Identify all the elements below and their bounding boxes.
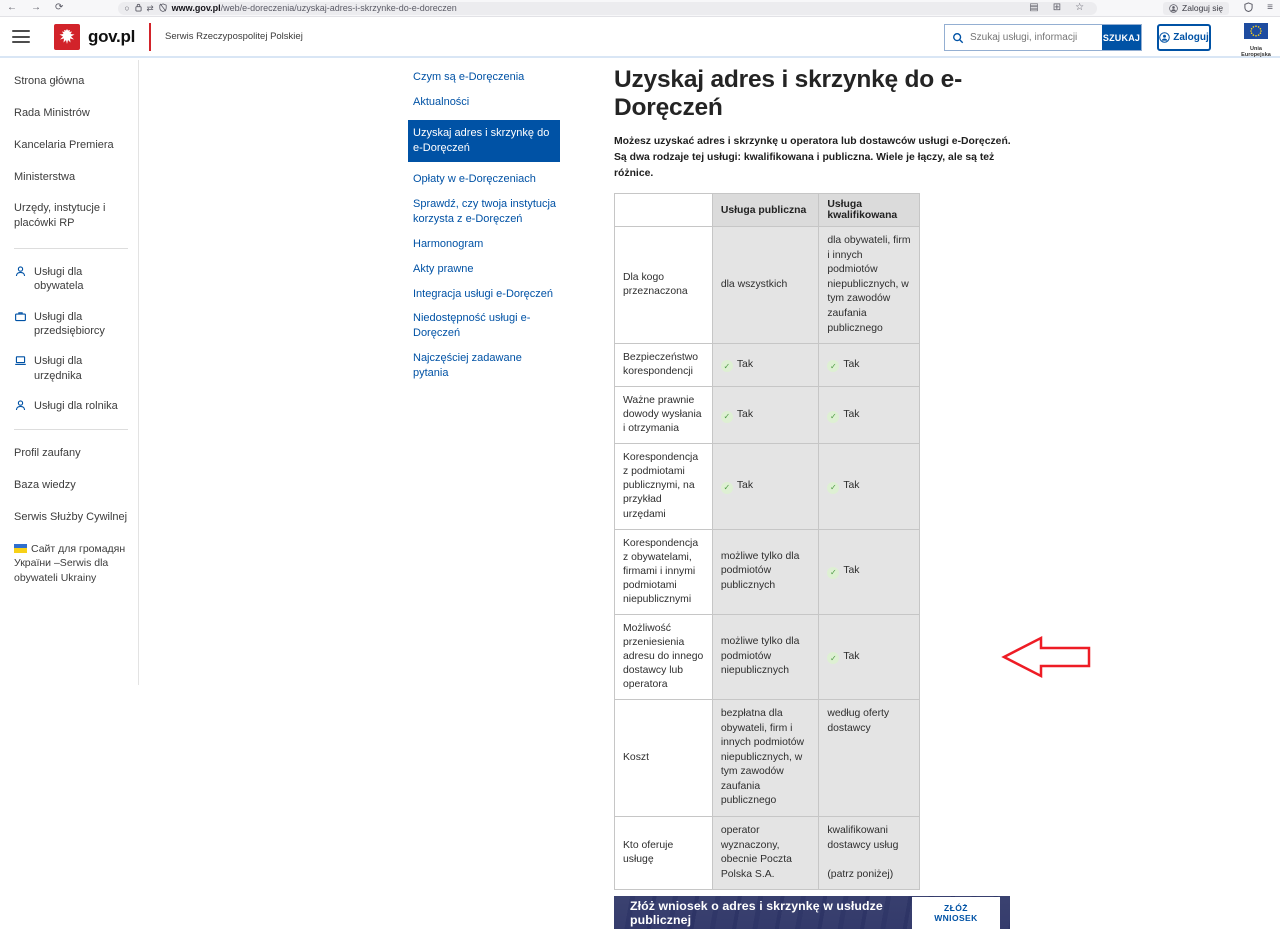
- shield-off-icon[interactable]: [159, 3, 167, 14]
- check-icon: [827, 652, 839, 664]
- col-header-public: Usługa publiczna: [712, 194, 818, 227]
- cell-value: możliwe tylko dla podmiotów niepublicznych: [720, 636, 800, 677]
- nav-item-oplaty[interactable]: Opłaty w e-Doręczeniach: [413, 173, 536, 186]
- cell-value: Tak: [736, 358, 754, 370]
- nav-item-harmonogram[interactable]: Harmonogram: [413, 237, 484, 250]
- table-row: [615, 387, 920, 444]
- cell-value: Tak: [843, 480, 860, 492]
- cell-value: Tak: [843, 565, 860, 577]
- section-nav: [408, 70, 560, 391]
- url-path: /web/e-doreczenia/uzyskaj-adres-i-skrzynke-do-e-doreczen: [220, 3, 457, 13]
- sidebar-item-label: Usługi dla przedsiębiorcy: [34, 310, 105, 337]
- cell-value: kwalifikowani dostawcy usług (patrz poniżej): [827, 824, 899, 880]
- person-icon: [14, 399, 27, 412]
- nav-item-pytania[interactable]: Najczęściej zadawane pytania: [413, 352, 522, 379]
- table-row: [615, 614, 920, 699]
- table-row: [615, 227, 920, 344]
- laptop-icon: [14, 354, 27, 367]
- page-title: Uzyskaj adres i skrzynkę do e-Doręczeń: [614, 66, 963, 122]
- nav-item-uzyskaj-adres[interactable]: Uzyskaj adres i skrzynkę do e-Doręczeń: [408, 120, 560, 163]
- search-input[interactable]: [966, 25, 1102, 50]
- sidebar-item-label: Usługi dla obywatela: [34, 266, 84, 293]
- row-label: Korespondencja z obywatelami, firmami i innymi podmiotami niepublicznymi: [615, 529, 713, 614]
- sidebar-item-ministerstwa[interactable]: Ministerstwa: [14, 170, 76, 183]
- sidebar-item-strona-glowna[interactable]: Strona główna: [14, 75, 85, 87]
- search-box: [944, 24, 1142, 51]
- browser-menu-icon[interactable]: ≡: [1267, 2, 1273, 13]
- sidebar-divider: [14, 248, 128, 249]
- site-info-icon[interactable]: ○: [124, 2, 130, 13]
- lock-icon: [135, 3, 142, 14]
- search-button[interactable]: SZUKAJ: [1102, 25, 1141, 50]
- briefcase-icon: [14, 310, 27, 323]
- sidebar-item-uslugi-rolnika[interactable]: [14, 399, 128, 413]
- check-icon: [721, 360, 733, 372]
- forward-icon[interactable]: →: [31, 2, 41, 13]
- cell-value: operator wyznaczony, obecnie Poczta Polska S.A.: [720, 824, 792, 880]
- url-host: www.gov.pl: [171, 3, 221, 13]
- logo-divider: [149, 23, 151, 51]
- reload-icon[interactable]: ⟳: [55, 2, 64, 13]
- nav-item-sprawdz-instytucja[interactable]: Sprawdź, czy twoja instytucja korzysta z e-Doręczeń: [413, 198, 557, 226]
- cell-value: dla obywateli, firm i innych podmiotów niepublicznych, w tym zawodów zaufania publicznego: [827, 235, 911, 334]
- sidebar-item-label: Usługi dla urzędnika: [34, 355, 83, 382]
- login-label: Zaloguj: [1173, 32, 1209, 43]
- browser-signin-button[interactable]: [1163, 2, 1229, 15]
- swap-icon[interactable]: ⇄: [146, 2, 154, 13]
- nav-item-integracja[interactable]: Integracja usługi e-Doręczeń: [413, 287, 554, 300]
- site-tagline: Serwis Rzeczypospolitej Polskiej: [165, 31, 303, 42]
- row-label: Kto oferuje usługę: [615, 816, 713, 889]
- sidebar-item-uslugi-obywatela[interactable]: [14, 265, 128, 294]
- browser-signin-label: Zaloguj się: [1182, 3, 1224, 13]
- eu-flag-icon: [1244, 23, 1268, 39]
- table-corner-cell: [615, 194, 713, 227]
- cell-value: według oferty dostawcy: [827, 708, 890, 734]
- table-row: [615, 344, 920, 387]
- sidebar-item-rada-ministrow[interactable]: Rada Ministrów: [14, 106, 90, 119]
- annotation-arrow-icon: [1001, 633, 1093, 683]
- sidebar-item-label: Сайт для громадян України –Serwis dla obywateli Ukrainy: [14, 542, 126, 585]
- sidebar-item-uslugi-urzednika[interactable]: [14, 354, 128, 383]
- table-header-row: [615, 194, 920, 227]
- zoom-page-icon[interactable]: ⊞: [1052, 2, 1062, 13]
- row-label: Koszt: [615, 700, 713, 817]
- row-label: Możliwość przeniesienia adresu do innego dostawcy lub operatora: [615, 614, 713, 699]
- cell-value: Tak: [736, 480, 754, 492]
- check-icon: [827, 411, 839, 423]
- table-row: [615, 444, 920, 529]
- sidebar-item-label: Usługi dla rolnika: [34, 399, 118, 412]
- account-icon: [1169, 4, 1178, 13]
- eagle-icon: [57, 27, 77, 47]
- nav-item-czym-sa[interactable]: Czym są e-Doręczenia: [413, 71, 525, 83]
- reader-mode-icon[interactable]: ▤: [1029, 2, 1039, 13]
- cell-value: bezpłatna dla obywateli, firm i innych podmiotów niepublicznych, w tym zawodów zaufania publicznego: [720, 708, 805, 807]
- cell-value: Tak: [736, 408, 754, 420]
- cell-value: Tak: [843, 408, 860, 420]
- sidebar-item-baza-wiedzy[interactable]: Baza wiedzy: [14, 478, 76, 491]
- login-user-icon: [1159, 32, 1170, 43]
- banner-text: Złóż wniosek o adres i skrzynkę w usłudze publicznej: [630, 898, 883, 927]
- cell-value: Tak: [843, 358, 860, 370]
- main-content: [614, 58, 1016, 929]
- nav-item-niedostepnosc[interactable]: Niedostępność usługi e-Doręczeń: [413, 312, 531, 340]
- eu-label: Unia Europejska: [1241, 46, 1271, 58]
- bookmark-star-icon[interactable]: ☆: [1075, 2, 1085, 13]
- nav-item-aktualnosci[interactable]: Aktualności: [413, 95, 470, 108]
- row-label: Bezpieczeństwo korespondencji: [615, 344, 713, 387]
- address-bar[interactable]: [118, 2, 1097, 15]
- sidebar-item-profil-zaufany[interactable]: Profil zaufany: [14, 447, 81, 460]
- apply-button[interactable]: ZŁÓŻ WNIOSEK: [912, 897, 1000, 929]
- row-label: Ważne prawnie dowody wysłania i otrzymania: [615, 387, 713, 444]
- cell-value: dla wszystkich: [720, 278, 788, 290]
- extension-icon[interactable]: [1237, 2, 1260, 15]
- row-label: Dla kogo przeznaczona: [615, 227, 713, 344]
- person-icon: [14, 265, 27, 278]
- cell-value: Tak: [843, 650, 860, 662]
- sidebar-item-ukraina[interactable]: [14, 542, 128, 586]
- check-icon: [827, 567, 839, 579]
- sidebar-item-urzedy-instytucje[interactable]: Urzędy, instytucje i placówki RP: [14, 202, 106, 230]
- table-row: [615, 700, 920, 817]
- back-icon[interactable]: ←: [7, 2, 17, 13]
- search-icon: [945, 25, 966, 50]
- site-header: [0, 17, 1280, 58]
- nav-item-akty-prawne[interactable]: Akty prawne: [413, 262, 474, 275]
- sidebar-item-sluzba-cywilna[interactable]: Serwis Służby Cywilnej: [14, 510, 128, 523]
- check-icon: [721, 482, 733, 494]
- url-text[interactable]: [172, 3, 457, 13]
- sidebar-item-kancelaria-premiera[interactable]: Kancelaria Premiera: [14, 138, 114, 151]
- check-icon: [827, 482, 839, 494]
- ukraine-flag-icon: [14, 544, 27, 553]
- check-icon: [827, 360, 839, 372]
- browser-toolbar: [0, 0, 1280, 17]
- login-button[interactable]: [1157, 24, 1211, 51]
- intro-text: Możesz uzyskać adres i skrzynkę u operatora lub dostawców usługi e-Doręczeń. Są dwa rodzaje tej usługi: kwalifikowana i publiczna. Wiele je łączy, ale są też różnice.: [614, 136, 1011, 179]
- col-header-qualified: Usługa kwalifikowana: [819, 194, 920, 227]
- table-row: [615, 816, 920, 889]
- check-icon: [721, 411, 733, 423]
- apply-banner: [614, 896, 1010, 929]
- menu-icon[interactable]: [12, 30, 30, 43]
- logo-text[interactable]: gov.pl: [88, 26, 135, 46]
- cell-value: możliwe tylko dla podmiotów publicznych: [720, 550, 800, 591]
- sidebar-divider: [14, 429, 128, 430]
- govpl-logo[interactable]: [54, 24, 80, 50]
- sidebar-item-uslugi-przedsiebiorcy[interactable]: [14, 310, 128, 339]
- eu-flag-block: [1240, 23, 1272, 58]
- sidebar: [0, 60, 139, 685]
- comparison-table: [614, 193, 920, 890]
- row-label: Korespondencja z podmiotami publicznymi, na przykład urzędami: [615, 444, 713, 529]
- table-row: [615, 529, 920, 614]
